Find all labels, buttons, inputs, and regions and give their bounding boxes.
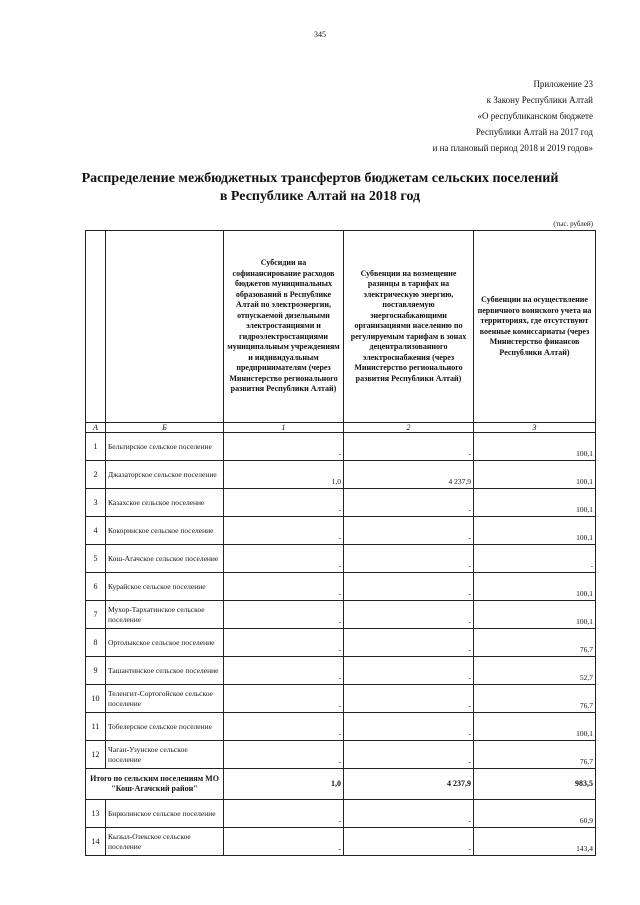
subsidy-value: - xyxy=(224,685,344,713)
subsidy-value: - xyxy=(224,800,344,828)
header-number xyxy=(86,231,106,423)
total-row xyxy=(86,769,596,800)
military-value: 76,7 xyxy=(474,629,596,657)
military-value: 100,1 xyxy=(474,573,596,601)
settlement-name: Кош-Агачское сельское поселение xyxy=(106,545,224,573)
row-number: 8 xyxy=(86,629,106,657)
table-row xyxy=(86,828,596,856)
table-row xyxy=(86,573,596,601)
total-label: Итого по сельским поселениям МО "Кош-Агачский район" xyxy=(86,769,224,800)
military-value: 76,7 xyxy=(474,685,596,713)
tariff-value: - xyxy=(344,517,474,545)
table-row xyxy=(86,461,596,489)
header-subsidies: Субсидии на софинансирование расходов бюджетов муниципальных образований в Республике Алтай по электроэнергии, отпускаемой дизельными электростанциями и гидроэлектростанциями муниципальным учреждениям и индивидуальным предпринимателям (через Министерство регионального развития Республики Алтай) xyxy=(224,231,344,423)
tariff-value: 4 237,9 xyxy=(344,461,474,489)
settlement-name: Бирюлинское сельское поселение xyxy=(106,800,224,828)
settlement-name: Казахское сельское поселение xyxy=(106,489,224,517)
military-value: 100,1 xyxy=(474,601,596,629)
row-number: 5 xyxy=(86,545,106,573)
row-number: 12 xyxy=(86,741,106,769)
title-line: Распределение межбюджетных трансфертов бюджетам сельских поселений xyxy=(81,171,559,186)
tariff-value: - xyxy=(344,601,474,629)
table-row xyxy=(86,601,596,629)
settlement-name: Бельтирское сельское поселение xyxy=(106,433,224,461)
table-row xyxy=(86,629,596,657)
row-number: 10 xyxy=(86,685,106,713)
column-index: 3 xyxy=(474,423,596,433)
settlement-name: Курайское сельское поселение xyxy=(106,573,224,601)
page-number: 345 xyxy=(314,30,326,39)
table-row xyxy=(86,800,596,828)
subsidy-value: - xyxy=(224,828,344,856)
settlement-name: Мухор-Тархатинское сельское поселение xyxy=(106,601,224,629)
subsidy-value: - xyxy=(224,741,344,769)
appendix-line: «О республиканском бюджете xyxy=(477,111,593,121)
tariff-value: - xyxy=(344,629,474,657)
appendix-line: Республики Алтай на 2017 год xyxy=(475,127,593,137)
header-military-subventions: Субвенции на осуществление первичного воинского учета на территориях, где отсутствуют военные комиссариаты (через Министерство финансов Республики Алтай) xyxy=(474,231,596,423)
row-number: 1 xyxy=(86,433,106,461)
tariff-value: - xyxy=(344,685,474,713)
military-value: - xyxy=(474,545,596,573)
header-tariff-subventions: Субвенции на возмещение разницы в тарифах на электрическую энергию, поставляемую энергоснабжающими организациями населению по регулируемым тарифам в зонах децентрализованного электроснабжения (через Министерство регионального развития Республики Алтай) xyxy=(344,231,474,423)
row-number: 2 xyxy=(86,461,106,489)
settlement-name: Теленгит-Сортогойское сельское поселение xyxy=(106,685,224,713)
row-number: 13 xyxy=(86,800,106,828)
column-index: А xyxy=(86,423,106,433)
tariff-value: - xyxy=(344,828,474,856)
military-value: 983,5 xyxy=(474,769,596,800)
subsidy-value: - xyxy=(224,489,344,517)
military-value: 76,7 xyxy=(474,741,596,769)
appendix-line: Приложение 23 xyxy=(533,79,593,89)
tariff-value: - xyxy=(344,741,474,769)
military-value: 100,1 xyxy=(474,713,596,741)
military-value: 100,1 xyxy=(474,461,596,489)
subsidy-value: - xyxy=(224,545,344,573)
table-row xyxy=(86,657,596,685)
row-number: 14 xyxy=(86,828,106,856)
row-number: 6 xyxy=(86,573,106,601)
military-value: 100,1 xyxy=(474,489,596,517)
row-number: 3 xyxy=(86,489,106,517)
transfers-table xyxy=(85,230,596,856)
tariff-value: - xyxy=(344,545,474,573)
column-index: Б xyxy=(106,423,224,433)
table-row xyxy=(86,545,596,573)
subsidy-value: 1,0 xyxy=(224,461,344,489)
tariff-value: - xyxy=(344,657,474,685)
column-index: 2 xyxy=(344,423,474,433)
subsidy-value: 1,0 xyxy=(224,769,344,800)
units-note: (тыс. рублей) xyxy=(553,220,593,228)
row-number: 9 xyxy=(86,657,106,685)
tariff-value: - xyxy=(344,573,474,601)
settlement-name: Ортолыкское сельское поселение xyxy=(106,629,224,657)
table-row xyxy=(86,517,596,545)
tariff-value: - xyxy=(344,489,474,517)
tariff-value: - xyxy=(344,433,474,461)
tariff-value: - xyxy=(344,800,474,828)
appendix-line: к Закону Республики Алтай xyxy=(486,95,593,105)
subsidy-value: - xyxy=(224,713,344,741)
settlement-name: Тобелерское сельское поселение xyxy=(106,713,224,741)
military-value: 100,1 xyxy=(474,433,596,461)
row-number: 11 xyxy=(86,713,106,741)
settlement-name: Чаган-Узунское сельское поселение xyxy=(106,741,224,769)
subsidy-value: - xyxy=(224,517,344,545)
tariff-value: 4 237,9 xyxy=(344,769,474,800)
appendix-note xyxy=(433,76,593,156)
subsidy-value: - xyxy=(224,657,344,685)
military-value: 52,7 xyxy=(474,657,596,685)
military-value: 60,9 xyxy=(474,800,596,828)
appendix-line: и на плановый период 2018 и 2019 годов» xyxy=(432,143,593,153)
table-row xyxy=(86,489,596,517)
table-row xyxy=(86,713,596,741)
table-header-row xyxy=(86,231,596,423)
settlement-name: Ташантинское сельское поселение xyxy=(106,657,224,685)
settlement-name: Джазаторское сельское поселение xyxy=(106,461,224,489)
table-row xyxy=(86,433,596,461)
table-row xyxy=(86,741,596,769)
subsidy-value: - xyxy=(224,629,344,657)
row-number: 4 xyxy=(86,517,106,545)
settlement-name: Кокоринское сельское поселение xyxy=(106,517,224,545)
subsidy-value: - xyxy=(224,601,344,629)
table-row xyxy=(86,685,596,713)
subsidy-value: - xyxy=(224,433,344,461)
military-value: 143,4 xyxy=(474,828,596,856)
row-number: 7 xyxy=(86,601,106,629)
title-line: в Республике Алтай на 2018 год xyxy=(219,189,421,204)
tariff-value: - xyxy=(344,713,474,741)
header-settlement xyxy=(106,231,224,423)
military-value: 100,1 xyxy=(474,517,596,545)
document-title xyxy=(0,170,640,206)
subsidy-value: - xyxy=(224,573,344,601)
settlement-name: Кызыл-Озекское сельское поселение xyxy=(106,828,224,856)
column-index: 1 xyxy=(224,423,344,433)
column-index-row xyxy=(86,423,596,433)
